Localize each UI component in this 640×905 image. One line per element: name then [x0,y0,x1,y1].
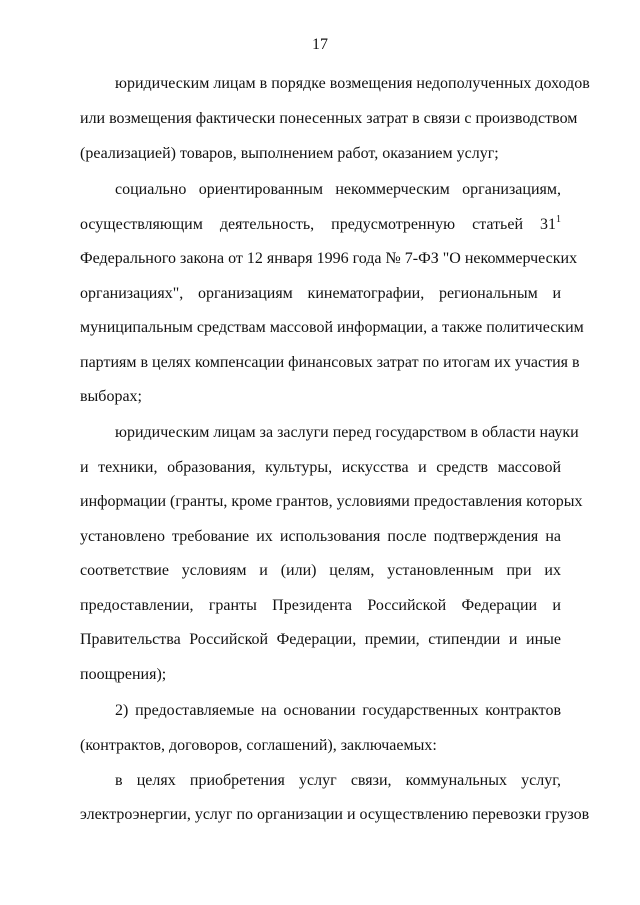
line-text: осуществляющим деятельность, предусмотренную статьей 31 [80,216,556,233]
text-line: организациях", организациям кинематографии, региональным и [80,285,561,302]
text-line: 2) предоставляемые на основании государственных контрактов [115,702,561,719]
text-line [80,215,561,235]
text-line: в целях приобретения услуг связи, коммунальных услуг, [115,772,561,789]
text-line: информации (гранты, кроме грантов, условиями предоставления которых [80,493,583,510]
text-line: электроэнергии, услуг по организации и осуществлению перевозки грузов [80,806,590,823]
text-line: установлено требование их использования после подтверждения на [80,528,561,545]
text-line: соответствие условиям и (или) целям, установленным при их [80,562,561,579]
text-line: социально ориентированным некоммерческим организациям, [115,181,561,198]
text-line: (реализацией) товаров, выполнением работ, оказанием услуг; [80,145,499,162]
text-line: и техники, образования, культуры, искусства и средств массовой [80,459,561,476]
text-line: юридическим лицам в порядке возмещения недополученных доходов [115,75,590,92]
page-number: 17 [312,36,328,53]
text-line: Федерального закона от 12 января 1996 года № 7-ФЗ "О некоммерческих [80,250,578,267]
footnote-mark: 1 [556,214,561,225]
text-line: поощрения); [80,666,167,683]
text-line: муниципальным средствам массовой информации, а также политическим [80,319,584,336]
text-line: или возмещения фактически понесенных затрат в связи с производством [80,110,578,127]
text-line: юридическим лицам за заслуги перед государством в области науки [115,424,579,441]
text-line: предоставлении, гранты Президента Российской Федерации и [80,597,561,614]
text-line: Правительства Российской Федерации, премии, стипендии и иные [80,631,561,648]
text-line: выборах; [80,388,142,405]
text-line: (контрактов, договоров, соглашений), заключаемых: [80,737,437,754]
text-line: партиям в целях компенсации финансовых затрат по итогам их участия в [80,354,580,371]
